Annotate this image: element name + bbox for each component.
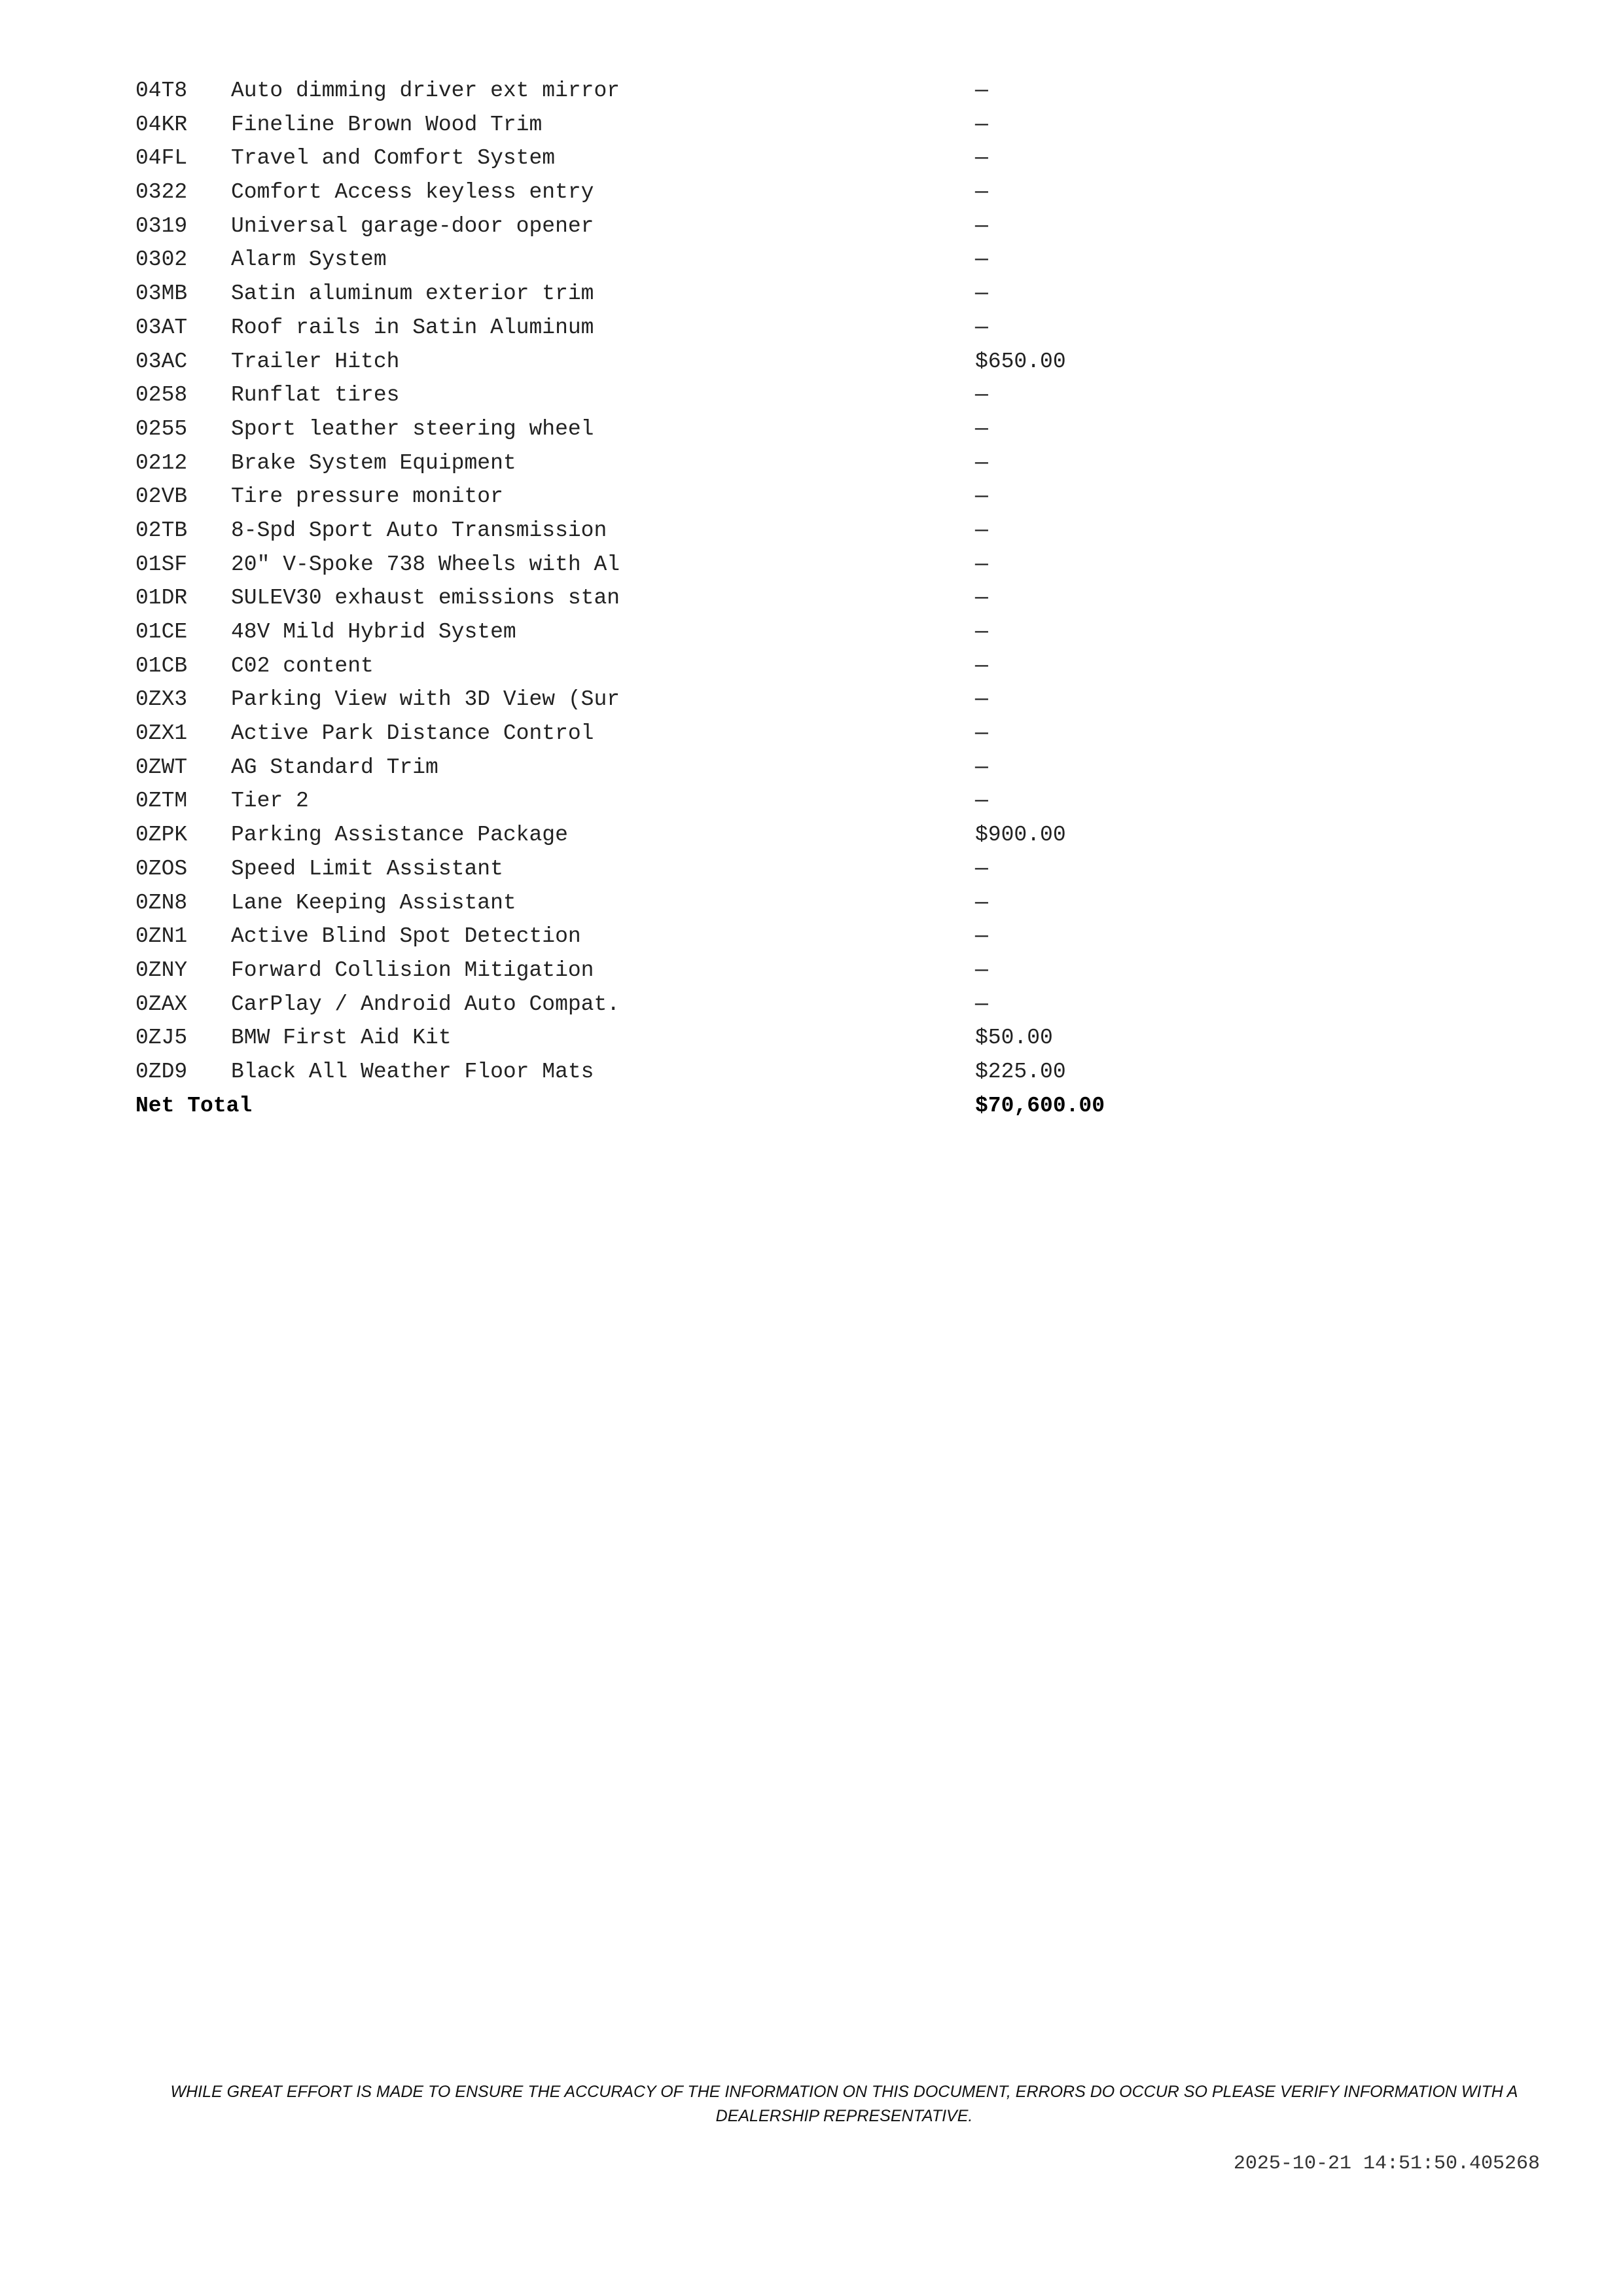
option-code: 0ZX1 xyxy=(135,721,188,746)
net-total-label: Net Total xyxy=(135,1093,253,1118)
option-price: $900.00 xyxy=(975,823,1066,848)
option-description: CarPlay / Android Auto Compat. xyxy=(231,992,620,1016)
list-item xyxy=(135,581,1183,615)
option-price: — xyxy=(975,721,988,746)
list-item xyxy=(135,818,1183,852)
option-price: — xyxy=(975,383,988,408)
option-price: — xyxy=(975,146,988,171)
list-item xyxy=(135,141,1183,175)
option-code: 0258 xyxy=(135,383,188,408)
list-item xyxy=(135,988,1183,1022)
option-description: Black All Weather Floor Mats xyxy=(231,1059,594,1084)
list-item xyxy=(135,886,1183,920)
list-item xyxy=(135,548,1183,582)
option-code: 0212 xyxy=(135,450,188,475)
option-description: 20" V-Spoke 738 Wheels with Al xyxy=(231,552,620,577)
option-description: Forward Collision Mitigation xyxy=(231,958,594,982)
option-description: Tire pressure monitor xyxy=(231,484,503,509)
option-price: $650.00 xyxy=(975,349,1066,374)
option-price: — xyxy=(975,620,988,644)
option-description: Comfort Access keyless entry xyxy=(231,180,594,205)
net-total-amount: $70,600.00 xyxy=(975,1093,1105,1118)
option-price: — xyxy=(975,416,988,441)
option-description: Alarm System xyxy=(231,247,387,272)
option-code: 01SF xyxy=(135,552,188,577)
disclaimer-text: WHILE GREAT EFFORT IS MADE TO ENSURE THE ACCURACY OF THE INFORMATION ON THIS DOCUMENT, ERRORS DO OCCUR SO PLEASE VERIFY INFORMATION WITH A DEALERSHIP REPRESENTATIVE. xyxy=(170,2083,1518,2125)
option-code: 0ZN8 xyxy=(135,890,188,915)
option-description: Trailer Hitch xyxy=(231,349,400,374)
option-code: 0ZJ5 xyxy=(135,1026,188,1050)
option-price: — xyxy=(975,315,988,340)
option-code: 0ZWT xyxy=(135,755,188,780)
print-timestamp: 2025-10-21 14:51:50.405268 xyxy=(1233,2153,1540,2175)
list-item xyxy=(135,243,1183,277)
option-price: — xyxy=(975,450,988,475)
option-code: 0322 xyxy=(135,180,188,205)
list-item xyxy=(135,480,1183,514)
option-code: 0ZOS xyxy=(135,856,188,881)
list-item xyxy=(135,412,1183,446)
list-item xyxy=(135,784,1183,818)
option-description: Travel and Comfort System xyxy=(231,146,556,171)
list-item xyxy=(135,74,1183,108)
option-price: — xyxy=(975,586,988,611)
net-total-row xyxy=(135,1089,1183,1123)
option-price: — xyxy=(975,213,988,238)
option-price: — xyxy=(975,281,988,306)
list-item xyxy=(135,615,1183,649)
option-code: 01CB xyxy=(135,653,188,678)
option-code: 02TB xyxy=(135,518,188,543)
list-item xyxy=(135,717,1183,751)
option-price: — xyxy=(975,890,988,915)
option-price: — xyxy=(975,247,988,272)
list-item xyxy=(135,683,1183,717)
option-description: Universal garage-door opener xyxy=(231,213,594,238)
option-code: 0302 xyxy=(135,247,188,272)
option-price: — xyxy=(975,992,988,1016)
option-price: — xyxy=(975,484,988,509)
option-description: Roof rails in Satin Aluminum xyxy=(231,315,594,340)
option-code: 04FL xyxy=(135,146,188,171)
option-code: 0ZAX xyxy=(135,992,188,1016)
option-description: 48V Mild Hybrid System xyxy=(231,620,516,644)
list-item xyxy=(135,852,1183,886)
option-price: — xyxy=(975,755,988,780)
option-description: 8-Spd Sport Auto Transmission xyxy=(231,518,607,543)
list-item xyxy=(135,378,1183,412)
option-code: 03AT xyxy=(135,315,188,340)
list-item xyxy=(135,1055,1183,1089)
option-description: Fineline Brown Wood Trim xyxy=(231,112,543,137)
option-code: 04T8 xyxy=(135,79,188,103)
option-price: — xyxy=(975,789,988,814)
list-item xyxy=(135,920,1183,954)
option-code: 0ZPK xyxy=(135,823,188,848)
list-item xyxy=(135,345,1183,379)
list-item xyxy=(135,209,1183,243)
option-code: 02VB xyxy=(135,484,188,509)
option-description: C02 content xyxy=(231,653,374,678)
option-description: Active Blind Spot Detection xyxy=(231,924,581,949)
list-item xyxy=(135,175,1183,209)
list-item xyxy=(135,446,1183,480)
option-description: Parking View with 3D View (Sur xyxy=(231,687,620,712)
option-price: $50.00 xyxy=(975,1026,1053,1050)
option-code: 03MB xyxy=(135,281,188,306)
option-description: AG Standard Trim xyxy=(231,755,438,780)
option-code: 0ZX3 xyxy=(135,687,188,712)
option-price: — xyxy=(975,856,988,881)
option-description: Active Park Distance Control xyxy=(231,721,594,746)
list-item xyxy=(135,751,1183,785)
option-code: 01CE xyxy=(135,620,188,644)
option-code: 04KR xyxy=(135,112,188,137)
option-description: Parking Assistance Package xyxy=(231,823,568,848)
list-item xyxy=(135,649,1183,683)
option-description: Speed Limit Assistant xyxy=(231,856,503,881)
option-price: — xyxy=(975,653,988,678)
option-price: — xyxy=(975,687,988,712)
list-item xyxy=(135,311,1183,345)
option-code: 0319 xyxy=(135,213,188,238)
option-description: Satin aluminum exterior trim xyxy=(231,281,594,306)
option-price: — xyxy=(975,958,988,982)
option-description: Sport leather steering wheel xyxy=(231,416,594,441)
option-description: Runflat tires xyxy=(231,383,400,408)
option-price: — xyxy=(975,79,988,103)
option-code: 03AC xyxy=(135,349,188,374)
option-code: 0ZN1 xyxy=(135,924,188,949)
option-price: — xyxy=(975,924,988,949)
option-description: Brake System Equipment xyxy=(231,450,516,475)
option-code: 0ZTM xyxy=(135,789,188,814)
option-description: Auto dimming driver ext mirror xyxy=(231,79,620,103)
option-price: — xyxy=(975,112,988,137)
option-description: BMW First Aid Kit xyxy=(231,1026,452,1050)
option-code: 01DR xyxy=(135,586,188,611)
option-description: SULEV30 exhaust emissions stan xyxy=(231,586,620,611)
list-item xyxy=(135,514,1183,548)
option-code: 0ZNY xyxy=(135,958,188,982)
option-price: — xyxy=(975,518,988,543)
option-description: Tier 2 xyxy=(231,789,309,814)
list-item xyxy=(135,277,1183,311)
option-price: $225.00 xyxy=(975,1059,1066,1084)
option-price: — xyxy=(975,180,988,205)
list-item xyxy=(135,954,1183,988)
list-item xyxy=(135,1021,1183,1055)
option-price: — xyxy=(975,552,988,577)
option-description: Lane Keeping Assistant xyxy=(231,890,516,915)
list-item xyxy=(135,108,1183,142)
option-code: 0ZD9 xyxy=(135,1059,188,1084)
option-code: 0255 xyxy=(135,416,188,441)
options-list xyxy=(135,74,1183,1122)
